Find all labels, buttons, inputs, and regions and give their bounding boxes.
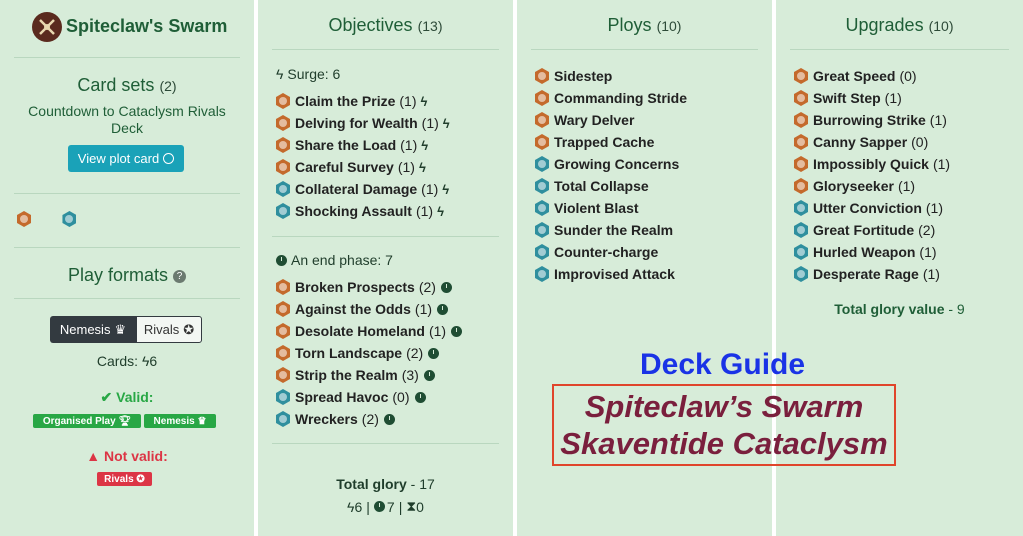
card-name: Commanding Stride bbox=[554, 90, 688, 106]
glory-breakdown: ϟ 6 | 7 | ⧗ 0 bbox=[347, 498, 424, 515]
card-name: Claim the Prize bbox=[295, 93, 396, 109]
ploys-heading: Ploys (10) bbox=[607, 15, 682, 35]
trophy-icon: 🏆︎ bbox=[118, 415, 132, 427]
card-item[interactable] bbox=[276, 300, 448, 318]
bolt-icon: ϟ bbox=[276, 66, 284, 82]
badge-organised-play: Organised Play 🏆︎ bbox=[33, 414, 141, 428]
nemesis-toggle[interactable]: Nemesis ♛ bbox=[50, 316, 136, 343]
glory-value: (1) bbox=[414, 301, 433, 317]
deck-info-column bbox=[0, 0, 254, 536]
card-name: Against the Odds bbox=[295, 301, 411, 317]
card-item[interactable] bbox=[794, 177, 915, 195]
bolt-icon: ϟ bbox=[418, 159, 426, 175]
card-item[interactable] bbox=[794, 221, 935, 239]
objectives-column bbox=[258, 0, 513, 536]
card-name: Desperate Rage bbox=[813, 266, 919, 282]
bolt-icon: ϟ bbox=[141, 353, 150, 369]
card-item[interactable] bbox=[535, 199, 639, 217]
card-item[interactable] bbox=[276, 278, 452, 296]
card-item[interactable] bbox=[276, 344, 439, 362]
card-name: Strip the Realm bbox=[295, 367, 398, 383]
bolt-icon: ϟ bbox=[437, 203, 444, 219]
glory-value: (1) bbox=[400, 137, 418, 153]
bolt-icon: ϟ bbox=[421, 137, 429, 153]
orange-card-icon bbox=[276, 367, 290, 383]
teal-card-icon bbox=[276, 203, 290, 219]
card-name: Share the Load bbox=[295, 137, 397, 153]
orange-card-icon bbox=[535, 134, 549, 150]
upgrades-heading: Upgrades (10) bbox=[845, 15, 954, 35]
glory-value: (1) bbox=[421, 115, 439, 131]
glory-value: (1) bbox=[932, 156, 951, 172]
card-name: Utter Conviction bbox=[813, 200, 922, 216]
deck-guide-line-1: Spiteclaw’s Swarm bbox=[584, 389, 864, 424]
hourglass-icon: ⧗ bbox=[406, 498, 417, 514]
card-name: Burrowing Strike bbox=[813, 112, 926, 128]
glory-value: (0) bbox=[911, 134, 929, 150]
compass-icon bbox=[163, 153, 174, 164]
card-name: Swift Step bbox=[813, 90, 881, 106]
rivals-toggle[interactable]: Rivals ✪ bbox=[136, 316, 202, 343]
card-item[interactable] bbox=[276, 180, 449, 198]
orange-card-icon bbox=[276, 93, 290, 109]
orange-card-icon bbox=[794, 90, 808, 106]
orange-card-icon bbox=[276, 115, 290, 131]
warning-icon: ▲ bbox=[86, 448, 101, 464]
valid-label: ✔ Valid: bbox=[100, 389, 154, 405]
card-name: Sunder the Realm bbox=[554, 222, 674, 238]
glory-value: (1) bbox=[919, 244, 937, 260]
orange-card-icon bbox=[276, 301, 290, 317]
card-name: Violent Blast bbox=[554, 200, 639, 216]
teal-card-icon bbox=[276, 411, 290, 427]
card-name: Trapped Cache bbox=[554, 134, 655, 150]
glory-value: (1) bbox=[428, 323, 447, 339]
card-item[interactable] bbox=[535, 243, 658, 261]
card-item[interactable] bbox=[276, 322, 462, 340]
glory-value: (2) bbox=[406, 345, 424, 361]
card-item[interactable] bbox=[276, 136, 428, 154]
objectives-total-glory: Total glory - 17 bbox=[336, 476, 435, 492]
orange-card-icon bbox=[794, 134, 808, 150]
deck-guide-line-2: Skaventide Cataclysm bbox=[560, 426, 888, 461]
card-item[interactable] bbox=[535, 177, 649, 195]
card-item[interactable] bbox=[276, 114, 450, 132]
deck-guide-heading: Deck Guide bbox=[640, 348, 806, 381]
objectives-heading: Objectives (13) bbox=[328, 15, 443, 35]
teal-card-icon bbox=[535, 244, 549, 260]
card-name: Shocking Assault bbox=[295, 203, 412, 219]
clock-icon bbox=[441, 282, 452, 293]
bolt-icon: ϟ bbox=[442, 181, 450, 197]
glory-value: (2) bbox=[918, 222, 936, 238]
orange-card-icon bbox=[276, 323, 290, 339]
not-valid-label: ▲ Not valid: bbox=[86, 448, 168, 464]
bolt-icon: ϟ bbox=[442, 115, 450, 131]
card-item[interactable] bbox=[794, 133, 928, 151]
teal-card-icon bbox=[276, 389, 290, 405]
card-item[interactable] bbox=[535, 67, 612, 85]
glory-value: (0) bbox=[392, 389, 410, 405]
orange-card-icon bbox=[276, 159, 290, 175]
orange-card-icon bbox=[794, 112, 808, 128]
bolt-icon: ϟ bbox=[347, 498, 355, 515]
surge-label: ϟ Surge: 6 bbox=[276, 66, 341, 82]
teal-card-icon bbox=[535, 156, 549, 172]
orange-card-icon bbox=[535, 112, 549, 128]
card-name: Canny Sapper bbox=[813, 134, 908, 150]
teal-card-icon bbox=[535, 266, 549, 282]
glory-value: (1) bbox=[897, 178, 916, 194]
card-name: Growing Concerns bbox=[554, 156, 680, 172]
teal-card-icon bbox=[535, 178, 549, 194]
help-icon[interactable]: ? bbox=[173, 270, 186, 283]
card-name: Wary Delver bbox=[554, 112, 635, 128]
card-item[interactable] bbox=[794, 111, 947, 129]
badge-rivals: Rivals ✪ bbox=[97, 472, 152, 486]
card-name: Broken Prospects bbox=[295, 279, 415, 295]
check-circle-icon: ✔ bbox=[100, 389, 113, 405]
play-formats-heading: Play formats ? bbox=[0, 265, 254, 286]
card-set-name: Countdown to Cataclysm Rivals Deck bbox=[28, 103, 226, 136]
clock-icon bbox=[415, 392, 426, 403]
set-icon-teal bbox=[62, 211, 76, 227]
clock-icon bbox=[276, 255, 287, 266]
card-name: Delving for Wealth bbox=[295, 115, 418, 131]
medal-icon: ✪ bbox=[136, 473, 145, 485]
teal-card-icon bbox=[535, 222, 549, 238]
card-item[interactable] bbox=[794, 89, 902, 107]
card-name: Counter-charge bbox=[554, 244, 659, 260]
card-item[interactable] bbox=[535, 111, 634, 129]
card-name: Collateral Damage bbox=[295, 181, 418, 197]
bolt-icon: ϟ bbox=[420, 93, 428, 109]
glory-value: (2) bbox=[418, 279, 436, 295]
orange-card-icon bbox=[794, 156, 808, 172]
clock-icon bbox=[424, 370, 435, 381]
orange-card-icon bbox=[535, 68, 549, 84]
deck-guide-box bbox=[552, 384, 896, 466]
end-phase-label: An end phase: 7 bbox=[276, 252, 393, 268]
glory-value: (1) bbox=[925, 200, 944, 216]
glory-value: (1) bbox=[397, 159, 415, 175]
view-plot-card-button[interactable]: View plot card bbox=[68, 145, 184, 172]
teal-card-icon bbox=[794, 266, 808, 282]
set-icon-orange bbox=[17, 211, 31, 227]
card-item[interactable] bbox=[276, 158, 426, 176]
cards-count: Cards: ϟ6 bbox=[96, 353, 158, 369]
teal-card-icon bbox=[276, 181, 290, 197]
orange-card-icon bbox=[535, 90, 549, 106]
card-item[interactable] bbox=[794, 243, 937, 261]
card-item[interactable] bbox=[276, 202, 444, 220]
card-name: Careful Survey bbox=[295, 159, 394, 175]
orange-card-icon bbox=[276, 279, 290, 295]
teal-card-icon bbox=[794, 200, 808, 216]
card-item[interactable] bbox=[794, 199, 943, 217]
glory-value: (0) bbox=[899, 68, 917, 84]
card-name: Total Collapse bbox=[554, 178, 649, 194]
card-name: Desolate Homeland bbox=[295, 323, 425, 339]
card-item[interactable] bbox=[535, 89, 687, 107]
clock-icon bbox=[451, 326, 462, 337]
teal-card-icon bbox=[794, 244, 808, 260]
card-name: Torn Landscape bbox=[295, 345, 403, 361]
clock-icon bbox=[428, 348, 439, 359]
clock-icon bbox=[384, 414, 395, 425]
glory-value: (1) bbox=[922, 266, 940, 282]
card-item[interactable] bbox=[794, 67, 917, 85]
card-item[interactable] bbox=[535, 155, 679, 173]
upgrades-total-glory: Total glory value - 9 bbox=[834, 301, 965, 317]
teal-card-icon bbox=[535, 200, 549, 216]
crown-icon: ♛ bbox=[114, 321, 127, 337]
glory-value: (3) bbox=[401, 367, 419, 383]
card-name: Impossibly Quick bbox=[813, 156, 929, 172]
glory-value: (1) bbox=[421, 181, 439, 197]
card-name: Hurled Weapon bbox=[813, 244, 916, 260]
orange-card-icon bbox=[794, 68, 808, 84]
card-item[interactable] bbox=[535, 265, 675, 283]
card-name: Great Fortitude bbox=[813, 222, 915, 238]
clock-icon bbox=[374, 501, 385, 512]
card-name: Wreckers bbox=[295, 411, 358, 427]
card-item[interactable] bbox=[276, 410, 395, 428]
glory-value: (2) bbox=[361, 411, 379, 427]
orange-card-icon bbox=[276, 345, 290, 361]
glory-value: (1) bbox=[415, 203, 434, 219]
card-item[interactable] bbox=[535, 221, 673, 239]
card-name: Sidestep bbox=[554, 68, 613, 84]
card-item[interactable] bbox=[276, 92, 427, 110]
card-item[interactable] bbox=[535, 133, 654, 151]
faction-icon bbox=[32, 12, 62, 42]
card-item[interactable] bbox=[794, 265, 940, 283]
card-item[interactable] bbox=[276, 366, 435, 384]
card-name: Great Speed bbox=[813, 68, 896, 84]
badge-nemesis: Nemesis ♛ bbox=[144, 414, 216, 428]
card-item[interactable] bbox=[794, 155, 950, 173]
orange-card-icon bbox=[794, 178, 808, 194]
glory-value: (1) bbox=[399, 93, 417, 109]
card-sets-heading: Card sets (2) bbox=[77, 75, 177, 95]
deck-name: Spiteclaw's Swarm bbox=[66, 16, 228, 36]
glory-value: (1) bbox=[929, 112, 947, 128]
glory-value: (1) bbox=[884, 90, 902, 106]
clock-icon bbox=[437, 304, 448, 315]
crown-icon: ♛ bbox=[197, 415, 207, 427]
orange-card-icon bbox=[276, 137, 290, 153]
medal-icon: ✪ bbox=[183, 321, 195, 337]
card-name: Spread Havoc bbox=[295, 389, 389, 405]
card-name: Improvised Attack bbox=[554, 266, 675, 282]
card-name: Gloryseeker bbox=[813, 178, 894, 194]
teal-card-icon bbox=[794, 222, 808, 238]
card-item[interactable] bbox=[276, 388, 426, 406]
